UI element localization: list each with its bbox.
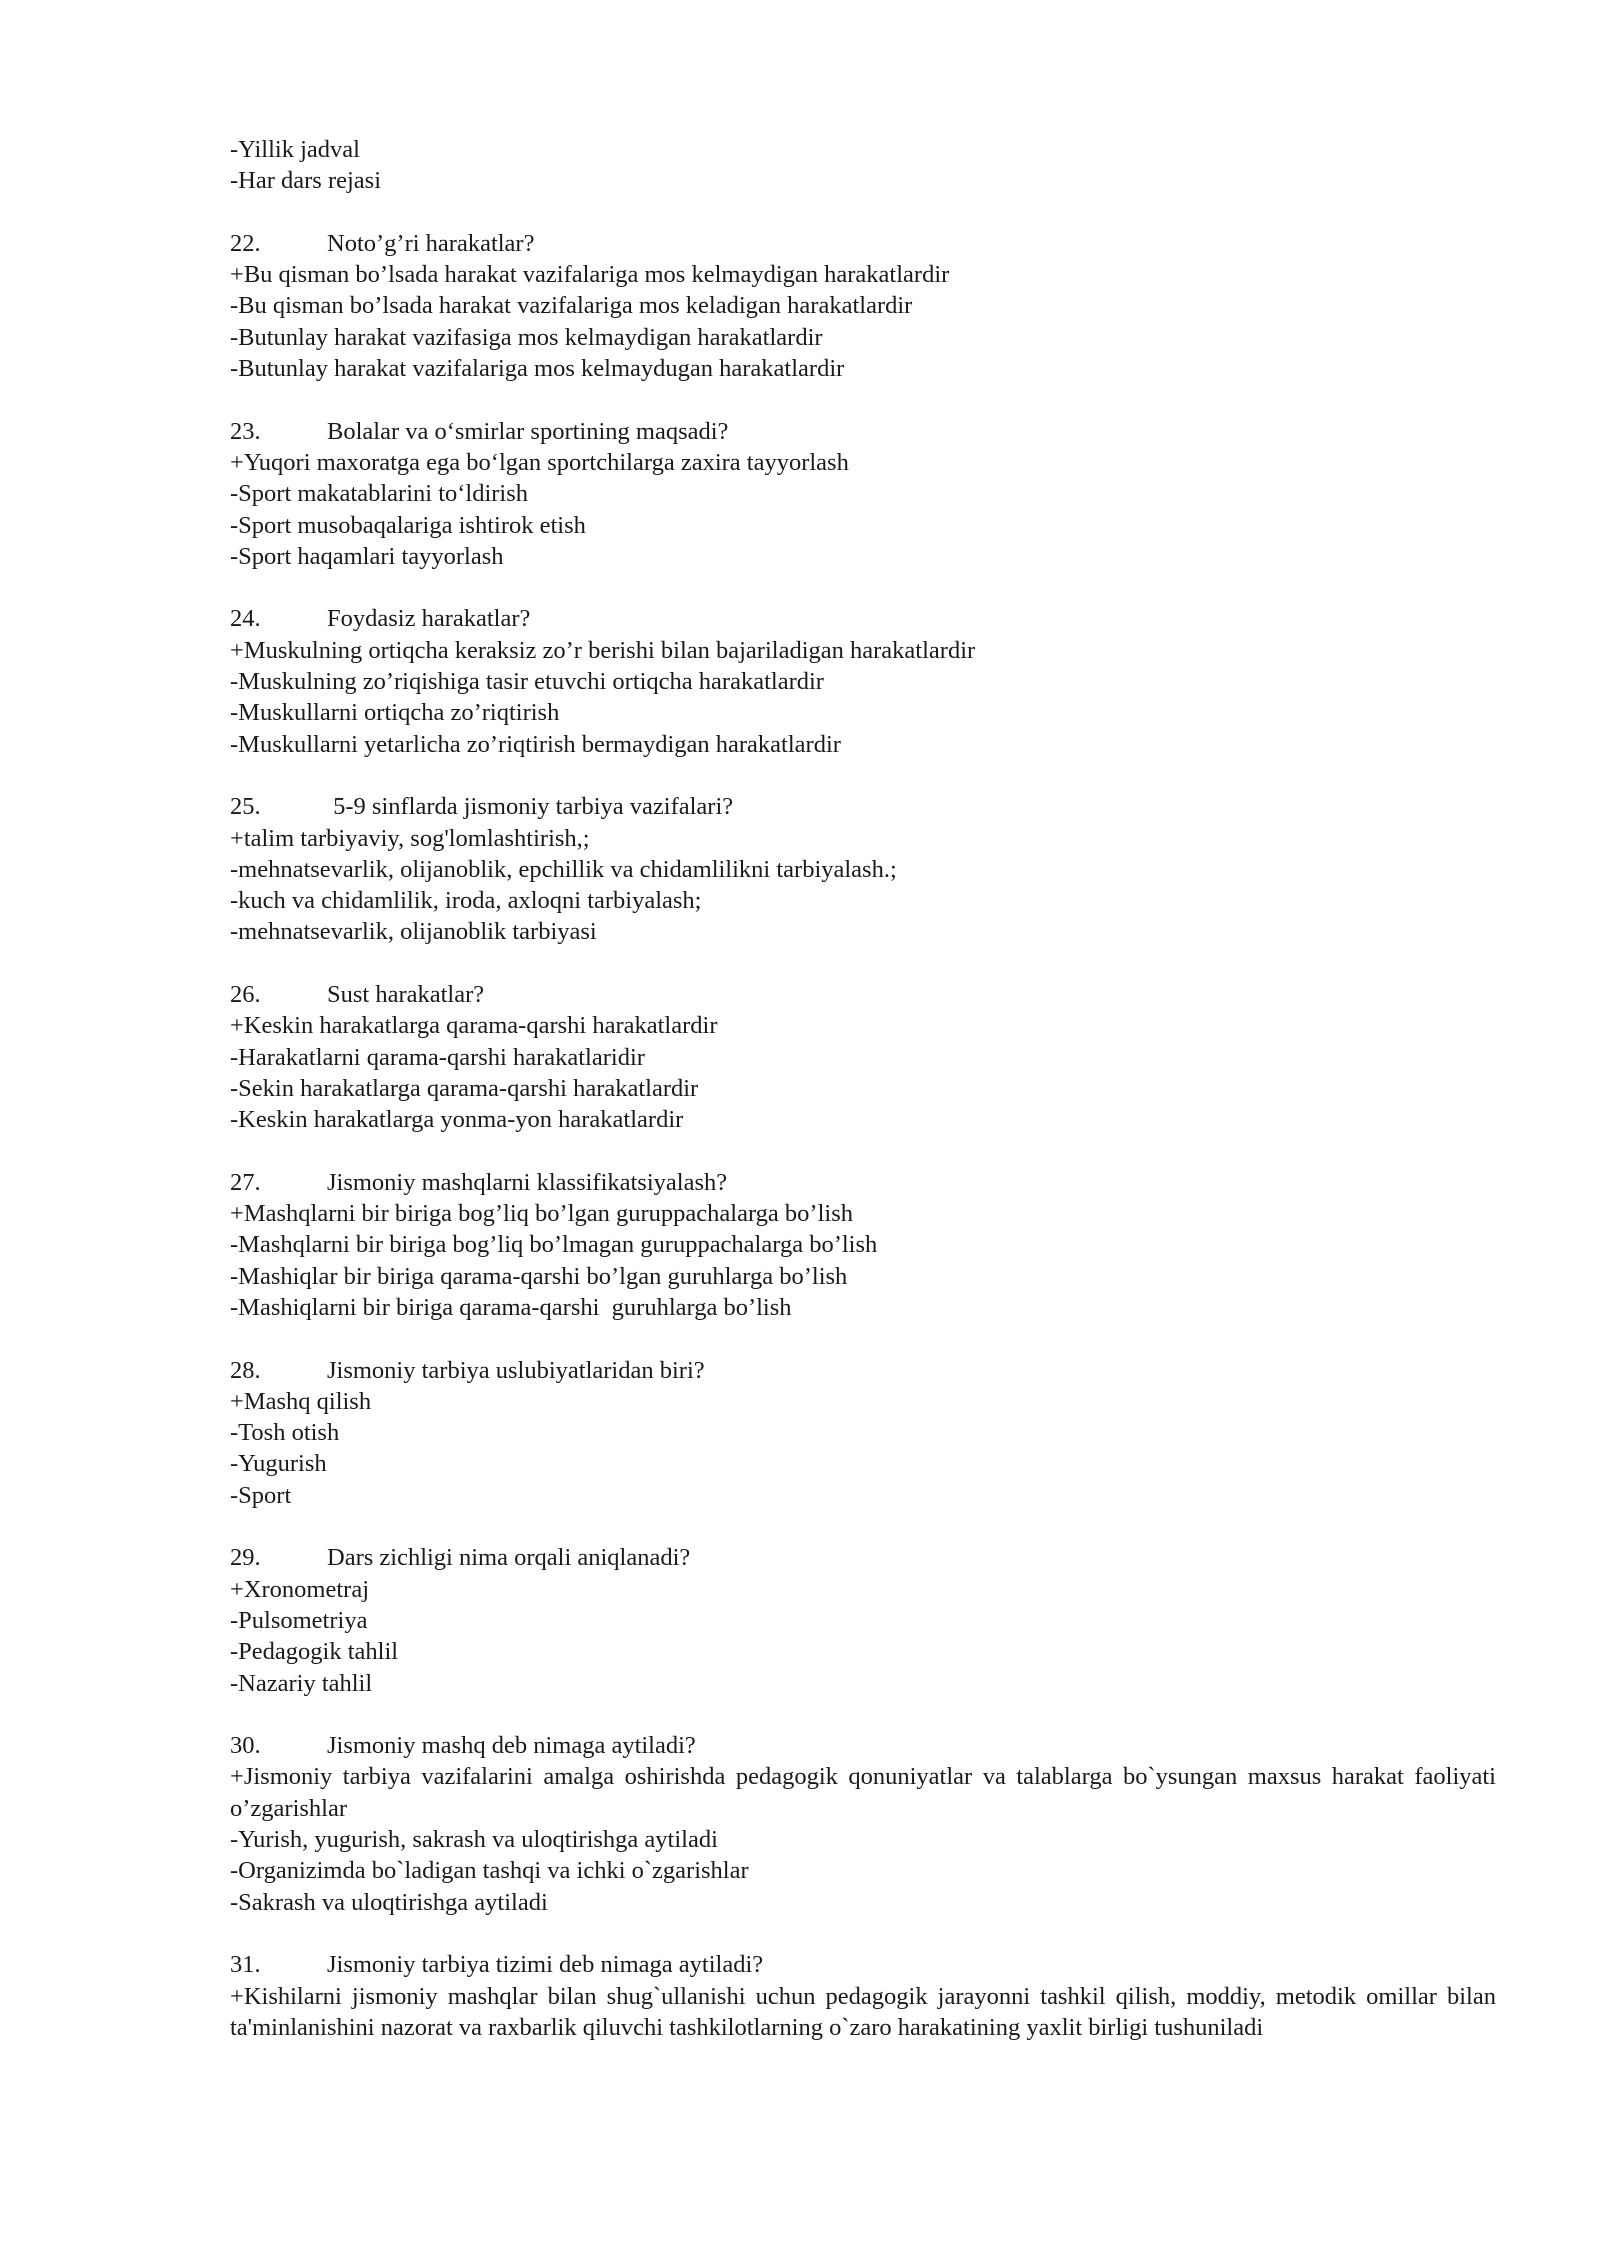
question-text: Sust harakatlar? [327, 981, 485, 1009]
answer-option: -Yurish, yugurish, sakrash va uloqtirishga aytiladi [230, 1826, 718, 1854]
question-number: 28. [230, 1356, 261, 1384]
question-number: 30. [230, 1732, 261, 1760]
answer-option: +Kishilarni jismoniy mashqlar bilan shug`ullanishi uchun pedagogik jarayonni tashkil qilish, moddiy, metodik omillar bilan ta'minlanishini nazorat va raxbarlik qiluvchi tashkilotlarning o`zaro harakatining yaxlit birligi tushuniladi [230, 1982, 1496, 2041]
question-27 [230, 1167, 1496, 1198]
answer-option: -Sakrash va uloqtirishga aytiladi [230, 1888, 548, 1916]
answer-option: +talim tarbiyaviy, sog'lomlashtirish,; [230, 824, 590, 852]
answer-option: +Jismoniy tarbiya vazifalarini amalga oshirishda pedagogik qonuniyatlar va talablarga bo`ysungan maxsus harakat faoliyati o’zgarishlar [230, 1763, 1496, 1822]
answer-option: -Sport musobaqalariga ishtirok etish [230, 511, 586, 539]
answer-option: -Bu qisman bo’lsada harakat vazifalariga mos keladigan harakatlardir [230, 292, 913, 320]
question-31 [230, 1949, 1496, 1980]
answer-option: -Mashiqlarni bir biriga qarama-qarshi guruhlarga bo’lish [230, 1293, 792, 1321]
answer-option: -Tosh otish [230, 1419, 340, 1447]
spacer [230, 197, 1496, 228]
question-23 [230, 416, 1496, 447]
answer-option: -Mashqlarni bir biriga bog’liq bo’lmagan guruppachalarga bo’lish [230, 1231, 878, 1259]
answer-option: -Sport [230, 1481, 292, 1509]
answer-option: -Yillik jadval [230, 136, 360, 163]
answer-option: -Sekin harakatlarga qarama-qarshi harakatlardir [230, 1074, 699, 1102]
answer-option: +Yuqori maxoratga ega bo‘lgan sportchilarga zaxira tayyorlash [230, 448, 849, 476]
answer-option: -Pedagogik tahlil [230, 1638, 399, 1666]
answer-option: -Butunlay harakat vazifasiga mos kelmaydigan harakatlardir [230, 323, 823, 351]
question-text: Foydasiz harakatlar? [327, 605, 531, 633]
document-page [230, 134, 1496, 2043]
answer-option: -Har dars rejasi [230, 167, 382, 195]
answer-option: -Harakatlarni qarama-qarshi harakatlaridir [230, 1043, 645, 1071]
spacer [230, 1323, 1496, 1354]
question-text: Dars zichligi nima orqali aniqlanadi? [327, 1544, 691, 1572]
question-29 [230, 1542, 1496, 1573]
question-26 [230, 979, 1496, 1010]
question-22 [230, 228, 1496, 259]
question-text: Jismoniy tarbiya uslubiyatlaridan biri? [327, 1356, 705, 1384]
question-text: Bolalar va o‘smirlar sportining maqsadi? [327, 417, 729, 445]
answer-option: -Muskullarni ortiqcha zo’riqtirish [230, 699, 560, 727]
answer-option: -Pulsometriya [230, 1606, 368, 1634]
question-24 [230, 603, 1496, 634]
answer-option: +Keskin harakatlarga qarama-qarshi harakatlardir [230, 1012, 718, 1040]
question-28 [230, 1355, 1496, 1386]
answer-option: -Muskulning zo’riqishiga tasir etuvchi ortiqcha harakatlardir [230, 668, 824, 696]
answer-option: +Muskulning ortiqcha keraksiz zo’r berishi bilan bajariladigan harakatlardir [230, 636, 976, 664]
answer-option: -mehnatsevarlik, olijanoblik, epchillik va chidamlilikni tarbiyalash.; [230, 855, 897, 883]
answer-option: -Keskin harakatlarga yonma-yon harakatlardir [230, 1106, 684, 1134]
answer-option: +Mashq qilish [230, 1387, 372, 1415]
question-30 [230, 1730, 1496, 1761]
question-text: 5-9 sinflarda jismoniy tarbiya vazifalari? [327, 793, 734, 821]
question-number: 27. [230, 1168, 261, 1196]
answer-option: -Yugurish [230, 1450, 327, 1478]
question-number: 22. [230, 229, 261, 257]
question-25 [230, 791, 1496, 822]
answer-option: -mehnatsevarlik, olijanoblik tarbiyasi [230, 918, 597, 946]
answer-option: -Mashiqlar bir biriga qarama-qarshi bo’lgan guruhlarga bo’lish [230, 1262, 848, 1290]
answer-option: -Sport makatablarini to‘ldirish [230, 480, 529, 508]
spacer [230, 384, 1496, 415]
spacer [230, 760, 1496, 791]
spacer [230, 948, 1496, 979]
spacer [230, 1918, 1496, 1949]
answer-option: +Xronometraj [230, 1575, 369, 1603]
answer-option: -Sport haqamlari tayyorlash [230, 542, 504, 570]
spacer [230, 1699, 1496, 1730]
question-text: Jismoniy mashqlarni klassifikatsiyalash? [327, 1168, 728, 1196]
question-text: Jismoniy tarbiya tizimi deb nimaga aytiladi? [327, 1951, 764, 1979]
answer-option: -kuch va chidamlilik, iroda, axloqni tarbiyalash; [230, 887, 702, 915]
question-number: 31. [230, 1951, 261, 1979]
question-number: 25. [230, 793, 261, 821]
answer-option: -Organizimda bo`ladigan tashqi va ichki o`zgarishlar [230, 1857, 749, 1885]
question-text: Noto’g’ri harakatlar? [327, 229, 535, 257]
answer-option: -Muskullarni yetarlicha zo’riqtirish bermaydigan harakatlardir [230, 730, 841, 758]
question-number: 26. [230, 981, 261, 1009]
spacer [230, 1136, 1496, 1167]
question-number: 29. [230, 1544, 261, 1572]
question-text: Jismoniy mashq deb nimaga aytiladi? [327, 1732, 696, 1760]
answer-option: +Mashqlarni bir biriga bog’liq bo’lgan guruppachalarga bo’lish [230, 1200, 853, 1228]
spacer [230, 1511, 1496, 1542]
answer-option: +Bu qisman bo’lsada harakat vazifalariga mos kelmaydigan harakatlardir [230, 261, 950, 289]
question-number: 23. [230, 417, 261, 445]
answer-option: -Nazariy tahlil [230, 1669, 373, 1697]
spacer [230, 572, 1496, 603]
answer-option: -Butunlay harakat vazifalariga mos kelmaydugan harakatlardir [230, 355, 845, 383]
question-number: 24. [230, 605, 261, 633]
